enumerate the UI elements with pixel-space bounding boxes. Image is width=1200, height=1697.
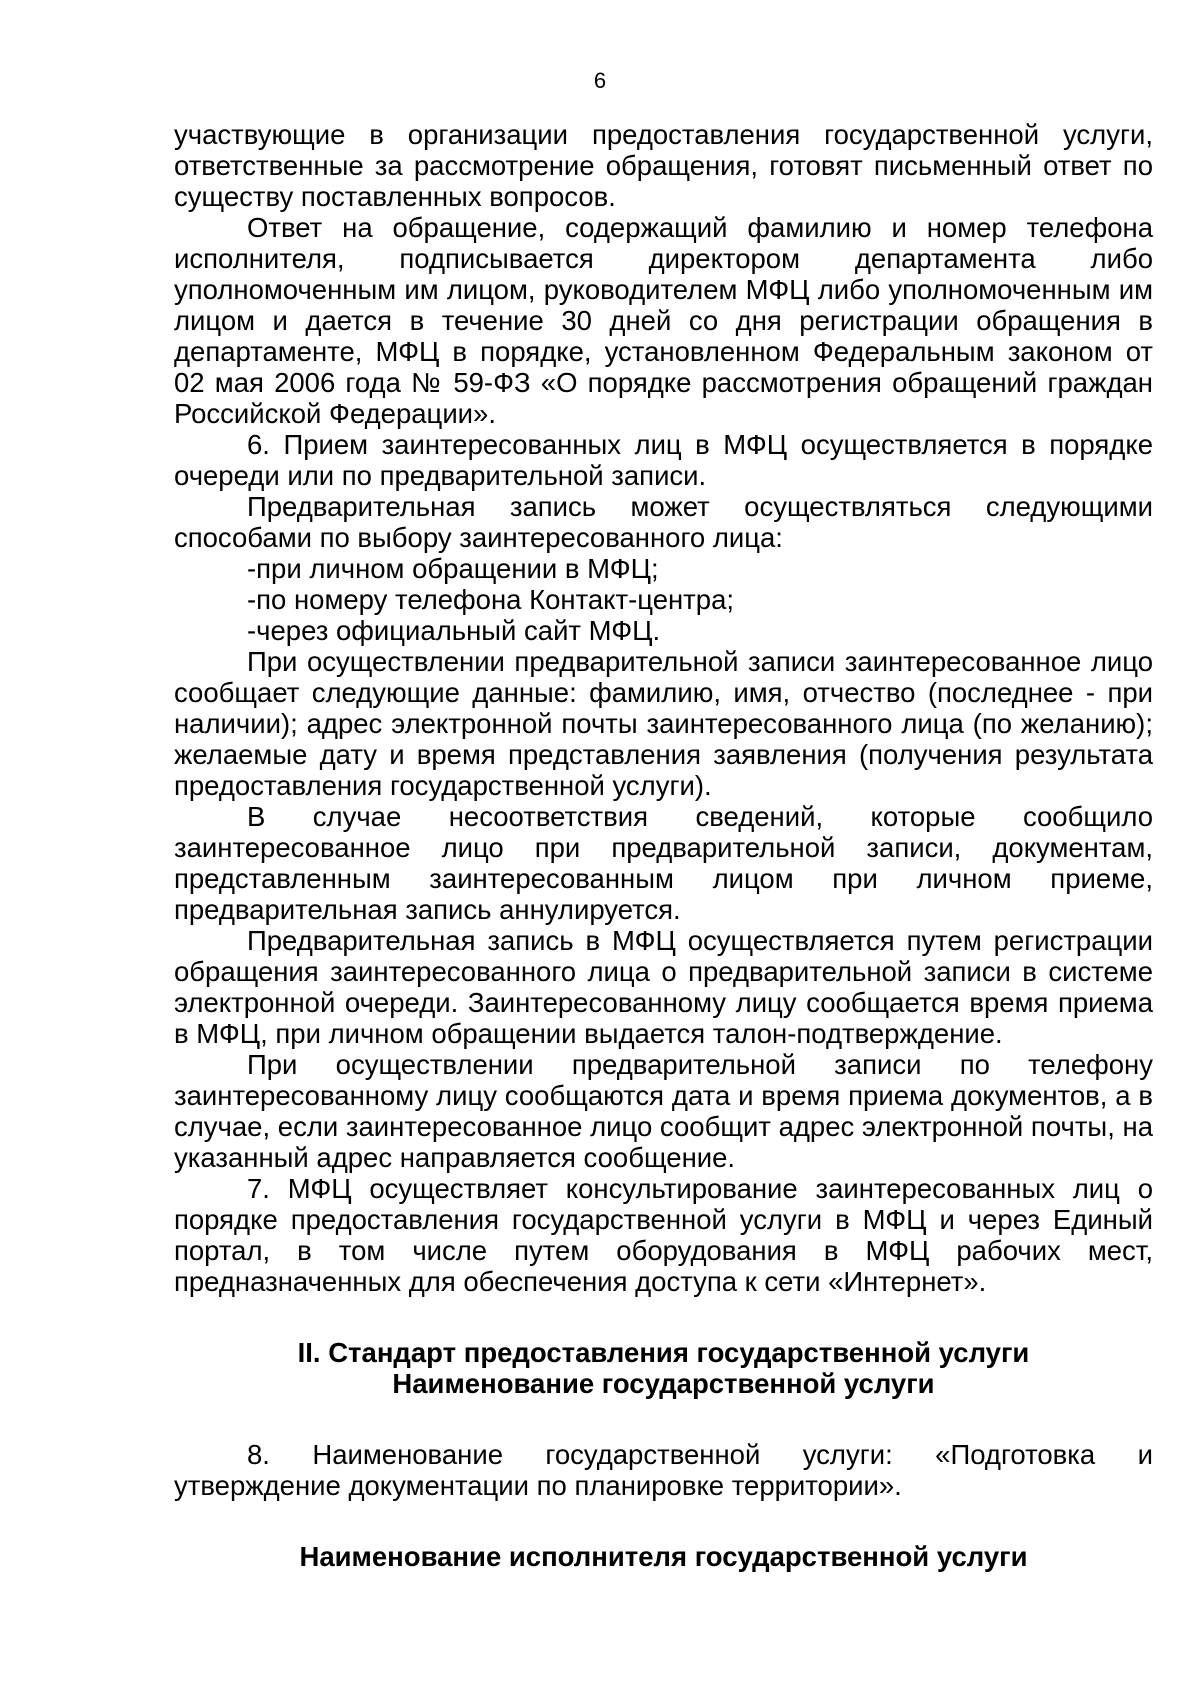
paragraph-phone-registration: При осуществлении предварительной записи по телефону заинтересованному лицу сообщаются дата и время приема документов, а в случае, если заинтересованное лицо сообщит адрес электронной почты, на указанный адрес направляется сообщение. xyxy=(174,1049,1153,1173)
paragraph-8-line1: 8. Наименование государственной услуги: «Подготовка и xyxy=(247,1439,1153,1470)
section-heading: II. Стандарт предоставления государственной услуги xyxy=(297,1337,1030,1368)
list-item: -по номеру телефона Контакт-центра; xyxy=(247,584,735,615)
paragraph-continuation: участвующие в организации предоставления государственной услуги, ответственные за рассмотрение обращения, готовят письменный ответ по существу поставленных вопросов. xyxy=(174,119,1153,212)
subsection-heading: Наименование государственной услуги xyxy=(392,1368,935,1399)
list-item: -при личном обращении в МФЦ; xyxy=(247,553,659,584)
list-item: -через официальный сайт МФЦ. xyxy=(247,615,661,646)
document-body xyxy=(174,119,1153,1572)
paragraph-data-provided: При осуществлении предварительной записи заинтересованное лицо сообщает следующие данные: фамилию, имя, отчество (последнее - при наличии); адрес электронной почты заинтересованного лица (по желанию); желаемые дату и время представления заявления (получения результата предоставления государственной услуги). xyxy=(174,646,1153,801)
paragraph-mismatch: В случае несоответствия сведений, которые сообщило заинтересованное лицо при предварительной записи, документам, представленным заинтересованным лицом при личном приеме, предварительная запись аннулируется. xyxy=(174,801,1153,925)
subsection-heading-executor: Наименование исполнителя государственной услуги xyxy=(299,1541,1028,1572)
paragraph-response: Ответ на обращение, содержащий фамилию и номер телефона исполнителя, подписывается директором департамента либо уполномоченным им лицом, руководителем МФЦ либо уполномоченным им лицом и дается в течение 30 дней со дня регистрации обращения в департаменте, МФЦ в порядке, установленном Федеральным законом от 02 мая 2006 года № 59-ФЗ «О порядке рассмотрения обращений граждан Российской Федерации». xyxy=(174,212,1153,429)
page-number: 6 xyxy=(593,68,607,93)
paragraph-7: 7. МФЦ осуществляет консультирование заинтересованных лиц о порядке предоставления государственной услуги в МФЦ и через Единый портал, в том числе путем оборудования в МФЦ рабочих мест, предназначенных для обеспечения доступа к сети «Интернет». xyxy=(174,1173,1153,1297)
paragraph-preregistration: Предварительная запись может осуществляться следующими способами по выбору заинтересованного лица: xyxy=(174,491,1153,553)
paragraph-6: 6. Прием заинтересованных лиц в МФЦ осуществляется в порядке очереди или по предварительной записи. xyxy=(174,429,1153,491)
paragraph-8-line2: утверждение документации по планировке территории». xyxy=(174,1470,902,1501)
paragraph-electronic-queue: Предварительная запись в МФЦ осуществляется путем регистрации обращения заинтересованного лица о предварительной записи в системе электронной очереди. Заинтересованному лицу сообщается время приема в МФЦ, при личном обращении выдается талон-подтверждение. xyxy=(174,925,1153,1049)
